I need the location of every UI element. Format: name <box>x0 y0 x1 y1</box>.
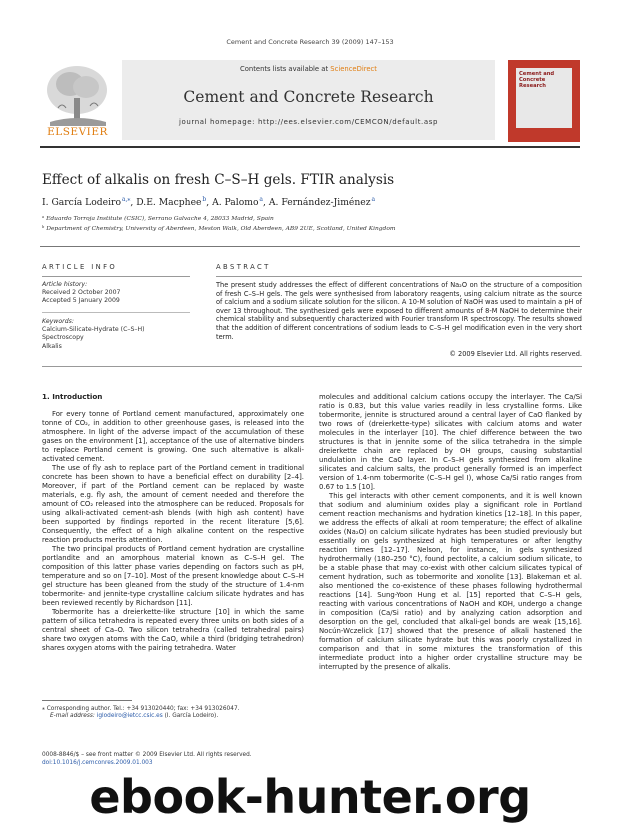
section-heading-introduction: 1. Introduction <box>42 392 103 401</box>
body-paragraph: The use of fly ash to replace part of the Portland cement in traditional concrete has been shown to have a beneficial effect on durability [2–4]. Moreover, if part of the Portland cement can be replaced by waste materials, e.g. fly ash, the amount of cement needed and therefore the amount of CO₂ released into the atmosphere can be reduced. Proposals for using alkali-activated cement-ash blends (with high ash content) have been supported by findings reported in the recent literature [5,6]. Consequently, the effect of a high alkaline content on the respective reaction products merits attention. <box>42 464 304 544</box>
abstract-text: The present study addresses the effect of different concentrations of Na₂O on the structure of a composition of fresh C–S–H gels. The gels were synthesised from laboratory reagents, using calcium nitrate as the source of calcium and a sodium silicate solution for the silicon. A 10-M solution of NaOH was used to maintain a pH of over 13 throughout. The synthesized gels were exposed to different amounts of 8-M NaOH to determine their chemical stability and subsequently characterized with Fourier transform IR spectroscopy. The results showed that the addition of different concentrations of sodium leads to C–S–H gel modification even in the very short term. <box>216 281 582 341</box>
received-date: Received 2 October 2007 <box>42 289 121 297</box>
info-divider <box>42 312 190 313</box>
corresponding-author-footnote <box>42 706 239 721</box>
article-title: Effect of alkalis on fresh C–S–H gels. FTIR analysis <box>42 172 395 188</box>
contents-prefix: Contents lists available at <box>240 65 331 73</box>
sciencedirect-link[interactable]: ScienceDirect <box>330 65 377 73</box>
abstract-rule <box>216 276 582 277</box>
keyword: Calcium-Silicate-Hydrate (C–S–H) <box>42 326 145 334</box>
keywords-block <box>42 318 192 351</box>
author-name: A. Fernández-Jiménez <box>268 197 371 209</box>
article-history <box>42 281 192 306</box>
running-head: Cement and Concrete Research 39 (2009) 147–153 <box>226 38 394 46</box>
article-info-heading: ARTICLE INFO <box>42 263 118 271</box>
author-affil-marker[interactable]: a <box>371 196 376 203</box>
email-suffix: (I. García Lodeiro). <box>162 713 219 720</box>
article-info-rule <box>42 276 190 277</box>
body-paragraph: For every tonne of Portland cement manufactured, approximately one tonne of CO₂, in addition to other greenhouse gases, is released into the atmosphere. In light of the adverse impact of the accumulation of these gases on the environment [1], acceptance of the use of alternative binders to replace Portland cement is growing. One such alternative is alkali-activated cement. <box>42 410 304 463</box>
publisher-wordmark: ELSEVIER <box>47 126 108 138</box>
abstract-heading: ABSTRACT <box>216 263 271 271</box>
author-name: D.E. Macphee <box>136 197 202 209</box>
left-column <box>42 410 304 653</box>
front-matter-line: 0008-8846/$ – see front matter © 2009 Elsevier Ltd. All rights reserved. <box>42 752 252 758</box>
masthead-rule <box>40 146 580 148</box>
abstract-copyright: © 2009 Elsevier Ltd. All rights reserved. <box>449 350 582 358</box>
elsevier-logo <box>40 60 115 142</box>
homepage-url[interactable]: http://ees.elsevier.com/CEMCON/default.asp <box>257 118 439 126</box>
homepage-label: journal homepage: <box>178 118 258 126</box>
affiliation-b: ᵇ Department of Chemistry, University of Aberdeen, Meston Walk, Old Aberdeen, AB9 2UE, Scotland, United Kingdom <box>42 226 396 232</box>
author-affil-marker[interactable]: a <box>259 196 263 203</box>
body-paragraph: molecules and additional calcium cations occupy the interlayer. The Ca/Si ratio is 0.83, but this value varies readily in less crystalline forms. Like tobermorite, jennite is structured around a central layer of CaO flanked by two rows of (dreierkette-type) silicates with calcium atoms and water molecules in the interlayer [10]. The chief difference between the two structures is that in jennite some of the silica tetrahedra in the simple dreierkette chain are replaced by OH groups, causing substantial undulation in the CaO layer. In C–S–H gels synthesized from alkaline silicates and calcium salts, the product generally formed is an imperfect version of 1.4-nm tobermorite (C–S–H gel I), whose Ca/Si ratio ranges from 0.67 to 1.5 [10]. <box>319 393 582 491</box>
journal-homepage <box>122 118 495 126</box>
author-name: I. García Lodeiro <box>42 197 121 209</box>
email-label: E-mail address: <box>50 713 97 720</box>
author-list: I. García Lodeiro $^{a,⁎}$, D.E. Macphee $^b$, A. Palomo $^a$, A. Fernández-Jiménez $^a$ <box>42 196 376 209</box>
author-name: A. Palomo <box>212 197 259 209</box>
history-label: Article history: <box>42 281 88 288</box>
watermark-text: ebook-hunter.org <box>89 770 531 824</box>
doi-link[interactable]: doi:10.1016/j.cemconres.2009.01.003 <box>42 759 153 766</box>
body-paragraph: The two principal products of Portland cement hydration are crystalline portlandite and an amorphous material known as C–S–H gel. The composition of this latter phase varies depending on factors such as pH, temperature and so on [7–10]. Most of the present knowledge about C–S–H gel structure has been gleaned from the study of the structure of 1.4-nm tobermorite- and jennite-type crystalline calcium silicate hydrates and has been reviewed recently by Richardson [11]. <box>42 545 304 607</box>
footnote-rule <box>42 700 132 701</box>
issn-block <box>42 752 252 767</box>
keyword: Spectroscopy <box>42 334 84 342</box>
header-rule <box>40 246 580 247</box>
accepted-date: Accepted 5 January 2009 <box>42 297 120 305</box>
body-paragraph: This gel interacts with other cement components, and it is well known that sodium and aluminium oxides play a significant role in Portland cement reaction mechanisms and hydration kinetics [12–18]. In this paper, we address the effects of alkali at room temperature; the effect of alkaline oxides (Na₂O) on calcium silicate hydrates has been studied previously but essentially on gels synthesized at high temperatures or after lengthy reaction times [12–17]. Nelson, for instance, in gels synthesized hydrothermally (180–250 °C), found pectolite, a calcium sodium silicate, to be a stable phase that may co-exist with other calcium silicates typical of cement hydration, such as tobermorite and xonolite [13]. Blakeman et al. also mentioned the co-existence of these phases following hydrothermal reactions [14]. Sung-Yoon Hung et al. [15] reported that C–S–H gels, reacting with various concentrations of NaOH and KOH, undergo a change in composition (Ca/Si ratio) and by analyzing cation adsorption and desorption on the gel, concluded that alkali-gel bonds are weak [15,16]. Nocún-Wczelick [17] showed that the presence of alkali hastened the formation of calcium silicate hydrate but this was poorly crystallized in comparison and that in some mixtures the transformation of this intermediate product into a higher order crystalline structure may be interrupted by the presence of alkalis. <box>319 492 582 671</box>
journal-cover-thumbnail <box>508 60 580 142</box>
author-affil-marker[interactable]: a,⁎ <box>121 196 131 203</box>
keywords-label: Keywords: <box>42 318 74 325</box>
affiliation-a: ᵃ Eduardo Torroja Institute (CSIC), Serrano Galvache 4, 28033 Madrid, Spain <box>42 216 274 222</box>
journal-masthead <box>40 60 580 142</box>
author-email-link[interactable]: iglodeiro@ietcc.csic.es <box>96 713 163 720</box>
journal-name: Cement and Concrete Research <box>183 88 434 106</box>
journal-banner <box>122 60 495 140</box>
cover-title: Cement and Concrete Research <box>519 71 555 89</box>
right-column <box>319 393 582 672</box>
abstract-end-rule <box>42 366 582 367</box>
footnote-contact: ⁎ Corresponding author. Tel.: +34 913020440; fax: +34 913026047. <box>42 706 240 712</box>
author-affil-marker[interactable]: b <box>202 196 207 203</box>
body-paragraph: Tobermorite has a dreierkette-like structure [10] in which the same pattern of silica tetrahedra is repeated every three units on both sides of a central sheet of Ca–O. Two silicon tetrahedra (called tetrahedral pairs) share two oxygen atoms with the CaO, while a third (bridging tetrahedron) shares oxygen atoms with the pairing tetrahedra. Water <box>42 608 304 652</box>
contents-line <box>122 65 495 73</box>
keyword: Alkalis <box>42 342 62 350</box>
